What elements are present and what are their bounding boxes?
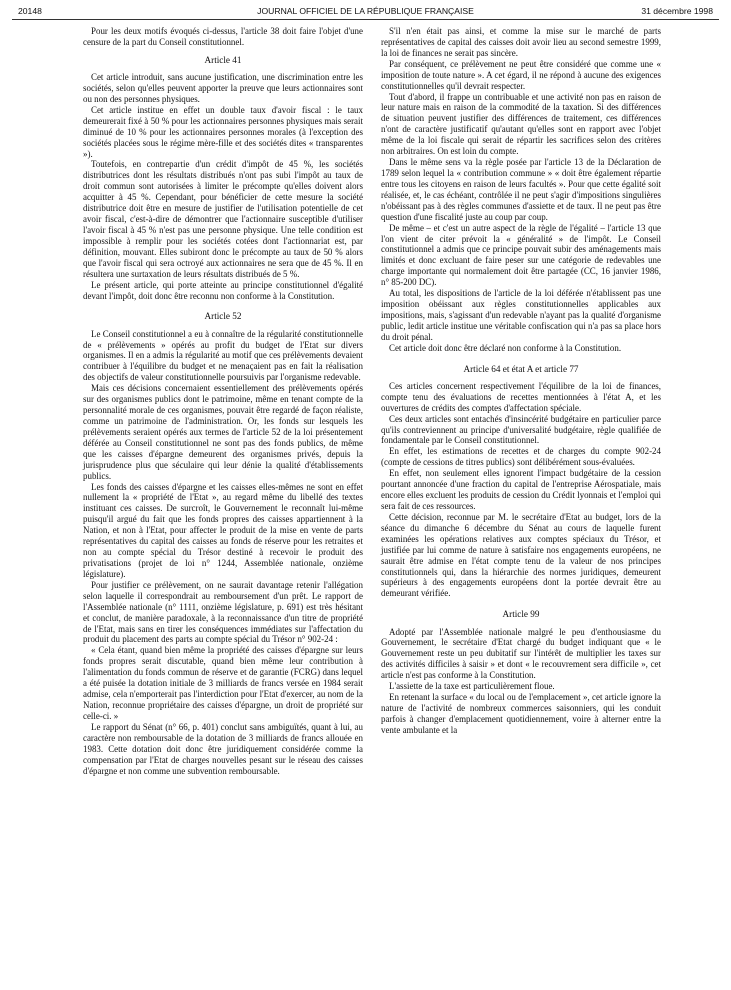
paragraph: Ces deux articles sont entachés d'insincérité budgétaire en particulier parce qu'ils contreviennent au principe d'universalité budgétaire, règle qualifiée de fondamentale par le Conseil constitutionnel.: [381, 413, 661, 446]
paragraph: Le présent article, qui porte atteinte au principe constitutionnel d'égalité devant l'impôt, doit donc être reconnu non conforme à la Constitution.: [83, 279, 363, 301]
paragraph: Toutefois, en contrepartie d'un crédit d'impôt de 45 %, les sociétés distributrices dont les résultats distribués n'ont pas subi l'impôt au taux de droit commun sont autorisées à limiter le précompte qu'elles doivent alors acquitter à 45 %. Cependant, pour bénéficier de cette mesure la société distributrice doit être en mesure de justifier de l'utilisation potentielle de cet avoir fiscal, c'est-à-dire de démontrer que l'actionnaire susceptible d'utiliser l'avoir fiscal à 45 % n'est pas une personne physique. Une telle condition est impossible à remplir pour les sociétés cotées dont l'actionnariat est, par définition, mouvant. Elles subiront donc le précompte au taux de 50 % alors que l'avoir fiscal qui sera octroyé aux actionnaires ne sera que de 45 %. Il en résultera une surtaxation de leurs résultats distribués de 5 %.: [83, 159, 363, 279]
paragraph: Dans le même sens va la règle posée par l'article 13 de la Déclaration de 1789 selon lequel la « contribution commune » « doit être également répartie entre tous les citoyens en raison de leurs facultés ». Pour que cette égalité soit réalisée, et, le cas échéant, contrôlée il ne peut s'agir d'impositions singulières n'obéissant pas à des règles communes d'assiette et de taux. Il ne peut pas être question d'une fiscalité juste au coup par coup.: [381, 157, 661, 222]
paragraph: Adopté par l'Assemblée nationale malgré le peu d'enthousiasme du Gouvernement, le secrétaire d'Etat chargé du budget indiquant que « le Gouvernement reste un peu dubitatif sur l'intérêt de multiplier les taxes sur des activités difficiles à saisir » et dont « le recouvrement sera difficile », cet article n'est pas conforme à la Constitution.: [381, 626, 661, 681]
left-column: [83, 26, 363, 776]
paragraph: Cet article introduit, sans aucune justification, une discrimination entre les sociétés, selon qu'elles peuvent apporter la preuve que leurs actionnaires sont ou non des personnes physiques.: [83, 72, 363, 104]
paragraph: Le rapport du Sénat (n° 66, p. 401) conclut sans ambiguïtés, quant à lui, au caractère non remboursable de la dotation de 3 milliards de francs allouée en 1983. Cette dotation doit donc être juridiquement considérée comme la compensation par l'Etat de charges nouvelles pesant sur le réseau des caisses d'épargne et non comme une subvention remboursable.: [83, 721, 363, 776]
page-number: 20148: [18, 6, 42, 16]
paragraph: Les fonds des caisses d'épargne et les caisses elles-mêmes ne sont en effet nullement la « propriété de l'Etat », au regard même du libellé des textes instituant ces caisses. De surcroît, le Gouvernement le reconnaît lui-même puisqu'il argué du fait que les fonds propres des caisses appartiennent à la Nation, et non à l'Etat, pour affecter le produit de la mise en vente de parts représentatives du capital des caisses au fonds de réserve pour les retraites et non au compte spécial du Trésor destiné à recevoir le produit des privatisations (projet de loi n° 1244, Assemblée nationale, onzième législature).: [83, 481, 363, 579]
right-column: [381, 26, 661, 736]
paragraph: En effet, non seulement elles ignorent l'impact budgétaire de la cession pourtant annoncée d'une fraction du capital de l'entreprise Aérospatiale, mais encore elles excluent les produits de cession du Crédit lyonnais et l'emploi qui sera fait de ces ressources.: [381, 468, 661, 512]
paragraph: En effet, les estimations de recettes et de charges du compte 902-24 (compte de cessions de titres publics) sont délibérément sous-évaluées.: [381, 446, 661, 468]
paragraph: De même – et c'est un autre aspect de la règle de l'égalité – l'article 13 que l'on vient de citer prévoit la « généralité » de l'impôt. Le Conseil constitutionnel a admis que ce principe pouvait subir des aménagements mais limités et donc excluant de faire peser sur une catégorie de redevables une charge importante qui normalement doit être partagée (CC, 16 janvier 1986, n° 85-200 DC).: [381, 222, 661, 288]
paragraph: S'il n'en était pas ainsi, et comme la mise sur le marché de parts représentatives de capital des caisses doit avoir lieu au second semestre 1999, la loi de finances ne serait pas sincère.: [381, 26, 661, 58]
paragraph: Ces articles concernent respectivement l'équilibre de la loi de finances, compte tenu des évaluations de recettes mentionnées à l'état A, et les ouvertures de crédits des comptes d'affectation spéciale.: [381, 380, 661, 413]
paragraph: L'assiette de la taxe est particulièrement floue.: [389, 681, 555, 692]
article-41-heading: Article 41: [204, 54, 242, 65]
article-99-heading: Article 99: [502, 609, 540, 620]
intro-paragraph: Pour les deux motifs évoqués ci-dessus, l'article 38 doit faire l'objet d'une censure de la part du Conseil constitutionnel.: [83, 26, 363, 47]
paragraph: Par conséquent, ce prélèvement ne peut être considéré que comme une « imposition de toute nature ». A cet égard, il ne répond à aucune des exigences constitutionnelles qu'il devrait respecter.: [381, 58, 661, 91]
paragraph: Tout d'abord, il frappe un contribuable et une activité non pas en raison de leur nature mais en raison de la commodité de la taxation. Si des différences de situation peuvent justifier des différences de traitement, ces différences n'ont de caractère justificatif qu'autant qu'elles sont en rapport avec l'objet même de la loi fiscale qui serait de répartir les sacrifices selon des critères non arbitraires. On est loin du compte.: [381, 91, 661, 157]
paragraph: Cette décision, reconnue par M. le secrétaire d'Etat au budget, lors de la séance du dimanche 6 décembre du Sénat au cours de laquelle furent examinées les opérations relatives aux comptes spéciaux du Trésor, et justifiée par lui comme de nature à satisfaire nos engagements européens, ne saurait être admise en l'état compte tenu de la valeur de nos principes constitutionnels qui, dans la hiérarchie des normes juridiques, demeurent supérieurs à des engagements européens dont la portée devrait être au demeurant vérifiée.: [381, 511, 661, 599]
paragraph: Le Conseil constitutionnel a eu à connaître de la régularité constitutionnelle de « prélèvements » opérés au profit du budget de l'Etat sur divers organismes. Il en a admis la régularité au motif que ces prélèvements devaient contribuer à l'équilibre du budget et ne menaçaient pas en fait la réalisation des objectifs de valeur constitutionnelle poursuivis par l'organisme redevable.: [83, 328, 363, 383]
article-52-heading: Article 52: [204, 311, 242, 322]
paragraph: Mais ces décisions concernaient essentiellement des prélèvements opérés sur des organismes publics dont le patrimoine, même en tenant compte de la personnalité morale de ces organismes, pouvait être regardé de façon réaliste, comme un patrimoine de l'administration. Or, les fonds sur lesquels les prélèvements seraient opérés aux termes de l'article 52 de la loi présentement déférée au Conseil constitutionnel ne sont pas des fonds publics, de même que les caisses d'épargne demeurent des organismes privés, depuis la jurisprudence plus que séculaire qui leur dénie la qualité d'établissements publics.: [83, 383, 363, 481]
header-rule: [12, 19, 719, 20]
quote-paragraph: « Cela étant, quand bien même la propriété des caisses d'épargne sur leurs fonds propres serait discutable, quand bien même leur contribution à l'alimentation du fonds commun de réserve et de garantie (FCRG) dans lequel a été puisée la dotation initiale de 3 milliards de francs versée en 1984 serait admise, cela n'emporterait pas l'interdiction pour l'Etat d'exercer, au nom de la Nation, reconnue propriétaire des caisses d'épargne, un droit de propriété sur celle-ci. »: [83, 645, 363, 721]
paragraph: Cet article doit donc être déclaré non conforme à la Constitution.: [389, 342, 622, 353]
paragraph: Pour justifier ce prélèvement, on ne saurait davantage retenir l'allégation selon laquelle il correspondrait au remboursement d'un prêt. Le rapport de l'Assemblée nationale (n° 1111, onzième législature, p. 691) est très hésitant et conclut, de manière paradoxale, à la reconnaissance d'un titre de propriété de l'Etat, mais sans en tirer les conséquences immédiates sur l'affectation du produit du placement des parts au compte spécial du Trésor n° 902-24 :: [83, 579, 363, 645]
publication-date: 31 décembre 1998: [641, 6, 713, 16]
journal-title: JOURNAL OFFICIEL DE LA RÉPUBLIQUE FRANÇAISE: [257, 6, 474, 16]
article-64-heading: Article 64 et état A et article 77: [463, 363, 579, 374]
paragraph: Au total, les dispositions de l'article de la loi déférée n'établissent pas une imposition obéissant aux règles constitutionnelles applicables aux impositions, mais, s'agissant d'un redevable n'ayant pas la qualité d'organisme public, ledit article institue une véritable confiscation qui n'a pas sa place hors du droit pénal.: [381, 288, 661, 342]
paragraph: Cet article institue en effet un double taux d'avoir fiscal : le taux demeurerait fixé à 50 % pour les actionnaires personnes physiques mais serait diminué de 10 % pour les actionnaires personnes morales (à l'exception des sociétés placées sous le régime mère-fille et des sociétés dites « transparentes »).: [83, 104, 363, 159]
paragraph: En retenant la surface « du local ou de l'emplacement », cet article ignore la nature de l'activité de nombreux commerces saisonniers, qui les conduit parfois à changer d'emplacement quotidiennement, voire à alterner entre la vente ambulante et la: [381, 692, 661, 735]
page-header: [12, 6, 719, 20]
